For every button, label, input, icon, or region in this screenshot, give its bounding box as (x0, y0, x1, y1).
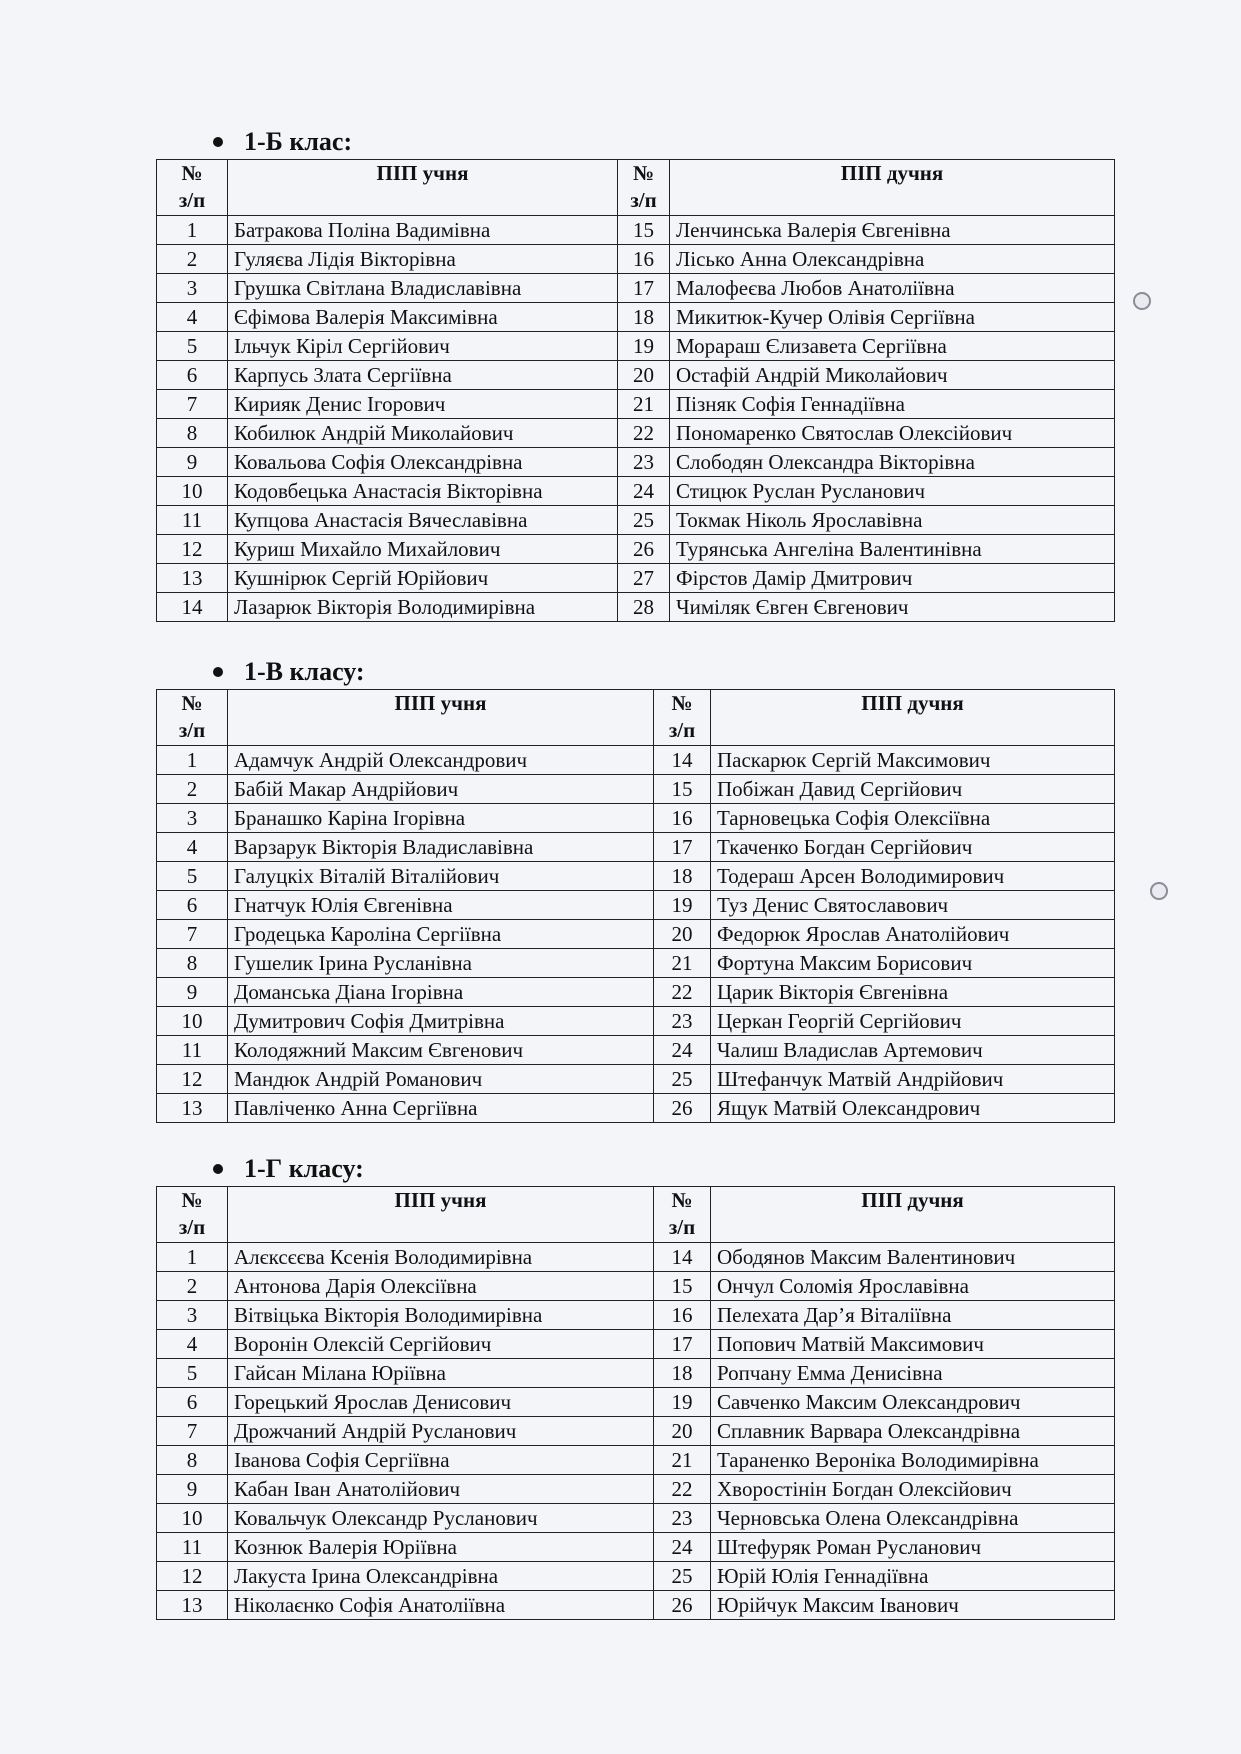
row-number: 26 (618, 535, 670, 564)
pupil-name: Савченко Максим Олександрович (711, 1388, 1115, 1417)
table-row (157, 1359, 1115, 1388)
row-number: 17 (618, 274, 670, 303)
pupil-name: Ковальова Софія Олександрівна (228, 448, 618, 477)
pupil-name: Ящук Матвій Олександрович (711, 1094, 1115, 1123)
pupil-name: Купцова Анастасія Вячеславівна (228, 506, 618, 535)
row-number: 15 (654, 775, 711, 804)
row-number: 24 (654, 1036, 711, 1065)
pupil-name-header: ПІП учня (228, 160, 618, 216)
row-number: 22 (618, 419, 670, 448)
pupil-name: Микитюк-Кучер Олівія Сергіївна (670, 303, 1115, 332)
pupil-name: Черновська Олена Олександрівна (711, 1504, 1115, 1533)
pupil-name: Галуцкіх Віталій Віталійович (228, 862, 654, 891)
table-row (157, 1417, 1115, 1446)
row-number: 18 (654, 1359, 711, 1388)
table-row (157, 804, 1115, 833)
pupil-name: Лазарюк Вікторія Володимирівна (228, 593, 618, 622)
table-row (157, 1243, 1115, 1272)
table-row (157, 477, 1115, 506)
bullet-icon (213, 667, 223, 677)
table-row (157, 419, 1115, 448)
pupil-name: Юрій Юлія Геннадіївна (711, 1562, 1115, 1591)
row-number: 28 (618, 593, 670, 622)
table-row (157, 833, 1115, 862)
table-row (157, 862, 1115, 891)
pupil-name: Кирияк Денис Ігорович (228, 390, 618, 419)
pupil-name: Вітвіцька Вікторія Володимирівна (228, 1301, 654, 1330)
row-number: 5 (157, 862, 228, 891)
number-header: № з/п (654, 690, 711, 746)
row-number: 19 (654, 1388, 711, 1417)
row-number: 10 (157, 477, 228, 506)
pupil-name: Кабан Іван Анатолійович (228, 1475, 654, 1504)
row-number: 10 (157, 1504, 228, 1533)
table-row (157, 1007, 1115, 1036)
pupil-name: Тараненко Вероніка Володимирівна (711, 1446, 1115, 1475)
pupil-name: Кодовбецька Анастасія Вікторівна (228, 477, 618, 506)
table-row (157, 949, 1115, 978)
pupil-name: Побіжан Давид Сергійович (711, 775, 1115, 804)
section-1v (156, 655, 1114, 1123)
pupil-name: Токмак Ніколь Ярославівна (670, 506, 1115, 535)
pupil-name: Пізняк Софія Геннадіївна (670, 390, 1115, 419)
table-row (157, 1301, 1115, 1330)
row-number: 25 (654, 1562, 711, 1591)
table-row (157, 564, 1115, 593)
pupil-name: Гуляєва Лідія Вікторівна (228, 245, 618, 274)
row-number: 8 (157, 949, 228, 978)
row-number: 4 (157, 833, 228, 862)
pupil-name-header: ПІП учня (228, 690, 654, 746)
table-row (157, 1065, 1115, 1094)
row-number: 3 (157, 1301, 228, 1330)
number-header: № з/п (618, 160, 670, 216)
number-header: № з/п (654, 1187, 711, 1243)
row-number: 20 (654, 920, 711, 949)
pupil-name: Малофеєва Любов Анатоліївна (670, 274, 1115, 303)
pupil-name: Хворостінін Богдан Олексійович (711, 1475, 1115, 1504)
pupil-name: Ніколаєнко Софія Анатоліївна (228, 1591, 654, 1620)
table-body (157, 746, 1115, 1123)
row-number: 9 (157, 1475, 228, 1504)
row-number: 24 (618, 477, 670, 506)
pupil-name: Чиміляк Євген Євгенович (670, 593, 1115, 622)
pupil-name: Варзарук Вікторія Владиславівна (228, 833, 654, 862)
pupil-name-header: ПІП дучня (711, 1187, 1115, 1243)
row-number: 18 (618, 303, 670, 332)
number-header: № з/п (157, 160, 228, 216)
bullet-icon (213, 137, 223, 147)
row-number: 23 (654, 1504, 711, 1533)
number-header: № з/п (157, 690, 228, 746)
table-row (157, 1591, 1115, 1620)
bullet-icon (213, 1164, 223, 1174)
pupil-name: Штефанчук Матвій Андрійович (711, 1065, 1115, 1094)
pupil-name: Бабій Макар Андрійович (228, 775, 654, 804)
row-number: 1 (157, 746, 228, 775)
punch-hole-bottom (1150, 882, 1168, 900)
pupil-table (156, 159, 1115, 622)
table-row (157, 390, 1115, 419)
number-header: № з/п (157, 1187, 228, 1243)
row-number: 13 (157, 1094, 228, 1123)
table-row (157, 216, 1115, 245)
pupil-name: Горецький Ярослав Денисович (228, 1388, 654, 1417)
pupil-name: Сплавник Варвара Олександрівна (711, 1417, 1115, 1446)
pupil-name: Тодераш Арсен Володимирович (711, 862, 1115, 891)
pupil-name: Штефуряк Роман Русланович (711, 1533, 1115, 1562)
row-number: 21 (618, 390, 670, 419)
table-row (157, 506, 1115, 535)
table-body (157, 1243, 1115, 1620)
table-body (157, 216, 1115, 622)
pupil-table (156, 689, 1115, 1123)
row-number: 14 (654, 746, 711, 775)
pupil-name: Гнатчук Юлія Євгенівна (228, 891, 654, 920)
table-row (157, 1533, 1115, 1562)
row-number: 25 (654, 1065, 711, 1094)
pupil-name: Кобилюк Андрій Миколайович (228, 419, 618, 448)
table-row (157, 361, 1115, 390)
table-row (157, 891, 1115, 920)
section-heading (156, 1152, 1114, 1186)
row-number: 23 (654, 1007, 711, 1036)
table-row (157, 1388, 1115, 1417)
row-number: 27 (618, 564, 670, 593)
row-number: 21 (654, 1446, 711, 1475)
row-number: 15 (654, 1272, 711, 1301)
punch-hole-top (1133, 292, 1151, 310)
table-row (157, 245, 1115, 274)
row-number: 9 (157, 448, 228, 477)
row-number: 11 (157, 506, 228, 535)
row-number: 7 (157, 390, 228, 419)
row-number: 1 (157, 1243, 228, 1272)
row-number: 25 (618, 506, 670, 535)
row-number: 20 (618, 361, 670, 390)
table-row (157, 593, 1115, 622)
pupil-name: Карпусь Злата Сергіївна (228, 361, 618, 390)
row-number: 23 (618, 448, 670, 477)
pupil-name: Ткаченко Богдан Сергійович (711, 833, 1115, 862)
table-row (157, 1446, 1115, 1475)
table-row (157, 1562, 1115, 1591)
row-number: 8 (157, 1446, 228, 1475)
section-1b (156, 125, 1114, 622)
pupil-name: Дрожчаний Андрій Русланович (228, 1417, 654, 1446)
row-number: 13 (157, 564, 228, 593)
pupil-name: Остафій Андрій Миколайович (670, 361, 1115, 390)
row-number: 18 (654, 862, 711, 891)
table-row (157, 775, 1115, 804)
section-title: 1-Б клас: (244, 127, 353, 156)
pupil-name: Федорюк Ярослав Анатолійович (711, 920, 1115, 949)
pupil-name: Попович Матвій Максимович (711, 1330, 1115, 1359)
section-heading (156, 655, 1114, 689)
row-number: 14 (654, 1243, 711, 1272)
row-number: 16 (618, 245, 670, 274)
row-number: 21 (654, 949, 711, 978)
pupil-name: Антонова Дарія Олексіївна (228, 1272, 654, 1301)
pupil-name: Гайсан Мілана Юріївна (228, 1359, 654, 1388)
table-row (157, 920, 1115, 949)
table-row (157, 1475, 1115, 1504)
pupil-name-header: ПІП дучня (711, 690, 1115, 746)
row-number: 12 (157, 1562, 228, 1591)
pupil-name: Колодяжний Максим Євгенович (228, 1036, 654, 1065)
pupil-name: Кознюк Валерія Юріївна (228, 1533, 654, 1562)
row-number: 16 (654, 804, 711, 833)
row-number: 3 (157, 804, 228, 833)
row-number: 1 (157, 216, 228, 245)
row-number: 2 (157, 245, 228, 274)
pupil-name: Мандюк Андрій Романович (228, 1065, 654, 1094)
pupil-table (156, 1186, 1115, 1620)
pupil-name-header: ПІП дучня (670, 160, 1115, 216)
row-number: 4 (157, 1330, 228, 1359)
table-row (157, 274, 1115, 303)
row-number: 19 (618, 332, 670, 361)
row-number: 9 (157, 978, 228, 1007)
row-number: 5 (157, 332, 228, 361)
row-number: 6 (157, 1388, 228, 1417)
pupil-name: Фірстов Дамір Дмитрович (670, 564, 1115, 593)
pupil-name: Кушнірюк Сергій Юрійович (228, 564, 618, 593)
pupil-name: Слободян Олександра Вікторівна (670, 448, 1115, 477)
row-number: 5 (157, 1359, 228, 1388)
table-row (157, 448, 1115, 477)
row-number: 17 (654, 833, 711, 862)
pupil-name: Ончул Соломія Ярославівна (711, 1272, 1115, 1301)
table-row (157, 1094, 1115, 1123)
row-number: 19 (654, 891, 711, 920)
pupil-name: Грушка Світлана Владиславівна (228, 274, 618, 303)
pupil-name: Царик Вікторія Євгенівна (711, 978, 1115, 1007)
row-number: 6 (157, 891, 228, 920)
pupil-name: Алєксєєва Ксенія Володимирівна (228, 1243, 654, 1272)
row-number: 3 (157, 274, 228, 303)
row-number: 11 (157, 1533, 228, 1562)
pupil-name: Пономаренко Святослав Олексійович (670, 419, 1115, 448)
pupil-name: Туз Денис Святославович (711, 891, 1115, 920)
pupil-name: Доманська Діана Ігорівна (228, 978, 654, 1007)
pupil-name: Чалиш Владислав Артемович (711, 1036, 1115, 1065)
row-number: 20 (654, 1417, 711, 1446)
row-number: 2 (157, 775, 228, 804)
pupil-name: Лісько Анна Олександрівна (670, 245, 1115, 274)
row-number: 6 (157, 361, 228, 390)
pupil-name: Павліченко Анна Сергіївна (228, 1094, 654, 1123)
table-row (157, 1504, 1115, 1533)
pupil-name: Тарновецька Софія Олексіївна (711, 804, 1115, 833)
pupil-name: Ободянов Максим Валентинович (711, 1243, 1115, 1272)
row-number: 12 (157, 1065, 228, 1094)
row-number: 17 (654, 1330, 711, 1359)
pupil-name: Стицюк Руслан Русланович (670, 477, 1115, 506)
pupil-name: Гродецька Кароліна Сергіївна (228, 920, 654, 949)
row-number: 4 (157, 303, 228, 332)
table-row (157, 1272, 1115, 1301)
row-number: 7 (157, 1417, 228, 1446)
pupil-name: Ковальчук Олександр Русланович (228, 1504, 654, 1533)
row-number: 22 (654, 1475, 711, 1504)
pupil-name: Юрійчук Максим Іванович (711, 1591, 1115, 1620)
pupil-name-header: ПІП учня (228, 1187, 654, 1243)
section-title: 1-Г класу: (244, 1154, 364, 1183)
row-number: 12 (157, 535, 228, 564)
pupil-name: Лакуста Ірина Олександрівна (228, 1562, 654, 1591)
pupil-name: Бранашко Каріна Ігорівна (228, 804, 654, 833)
row-number: 14 (157, 593, 228, 622)
pupil-name: Єфімова Валерія Максимівна (228, 303, 618, 332)
pupil-name: Куриш Михайло Михайлович (228, 535, 618, 564)
table-row (157, 535, 1115, 564)
pupil-name: Ропчану Емма Денисівна (711, 1359, 1115, 1388)
row-number: 26 (654, 1094, 711, 1123)
pupil-name: Адамчук Андрій Олександрович (228, 746, 654, 775)
section-heading (156, 125, 1114, 159)
section-1g (156, 1152, 1114, 1620)
pupil-name: Воронін Олексій Сергійович (228, 1330, 654, 1359)
table-row (157, 332, 1115, 361)
pupil-name: Морараш Єлизавета Сергіївна (670, 332, 1115, 361)
pupil-name: Ільчук Кіріл Сергійович (228, 332, 618, 361)
table-row (157, 1330, 1115, 1359)
section-title: 1-В класу: (244, 657, 365, 686)
pupil-name: Гушелик Ірина Русланівна (228, 949, 654, 978)
pupil-name: Турянська Ангеліна Валентинівна (670, 535, 1115, 564)
row-number: 22 (654, 978, 711, 1007)
pupil-name: Фортуна Максим Борисович (711, 949, 1115, 978)
row-number: 13 (157, 1591, 228, 1620)
row-number: 11 (157, 1036, 228, 1065)
table-row (157, 1036, 1115, 1065)
pupil-name: Церкан Георгій Сергійович (711, 1007, 1115, 1036)
row-number: 24 (654, 1533, 711, 1562)
pupil-name: Батракова Поліна Вадимівна (228, 216, 618, 245)
row-number: 16 (654, 1301, 711, 1330)
row-number: 7 (157, 920, 228, 949)
row-number: 10 (157, 1007, 228, 1036)
table-row (157, 746, 1115, 775)
pupil-name: Думитрович Софія Дмитрівна (228, 1007, 654, 1036)
row-number: 2 (157, 1272, 228, 1301)
table-row (157, 978, 1115, 1007)
row-number: 15 (618, 216, 670, 245)
pupil-name: Пелехата Дар’я Віталіївна (711, 1301, 1115, 1330)
pupil-name: Ленчинська Валерія Євгенівна (670, 216, 1115, 245)
row-number: 8 (157, 419, 228, 448)
row-number: 26 (654, 1591, 711, 1620)
pupil-name: Іванова Софія Сергіївна (228, 1446, 654, 1475)
table-row (157, 303, 1115, 332)
pupil-name: Паскарюк Сергій Максимович (711, 746, 1115, 775)
